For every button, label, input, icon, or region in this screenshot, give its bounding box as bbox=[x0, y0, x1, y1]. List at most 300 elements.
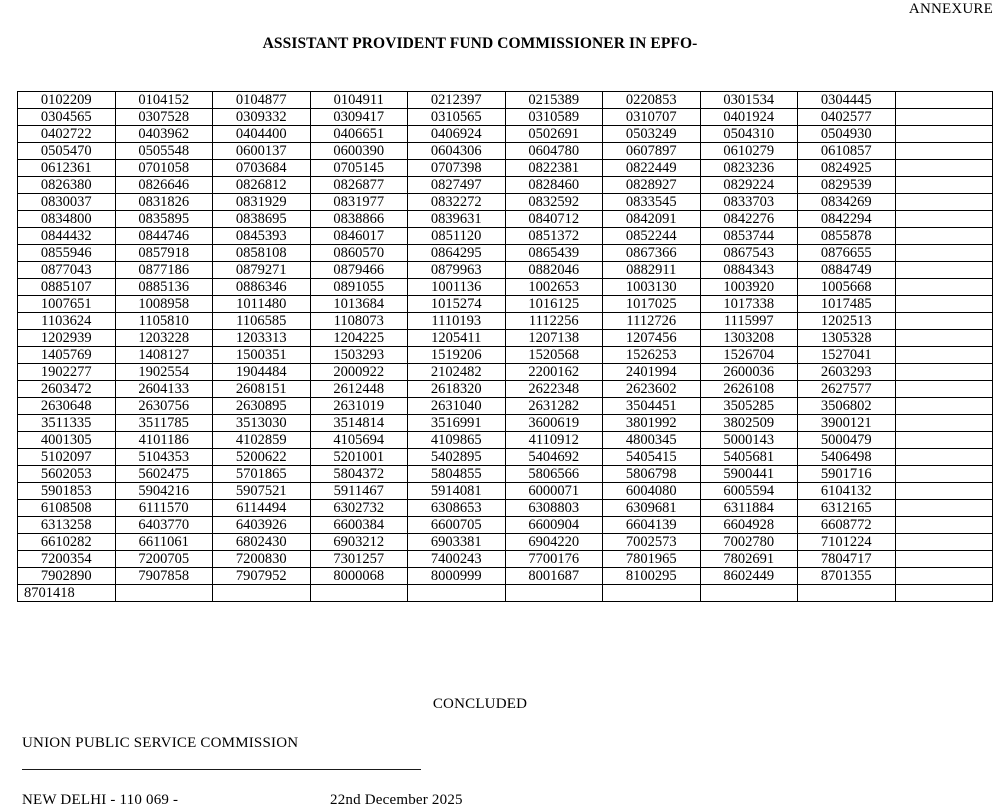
roll-number-cell: 6903381 bbox=[408, 534, 506, 551]
roll-number-cell: 0309332 bbox=[213, 109, 311, 126]
roll-number-cell: 7907858 bbox=[115, 568, 213, 585]
roll-number-cell: 0406924 bbox=[408, 126, 506, 143]
roll-number-cell: 5914081 bbox=[408, 483, 506, 500]
roll-number-cell: 0401924 bbox=[700, 109, 798, 126]
roll-number-cell: 7101224 bbox=[798, 534, 896, 551]
roll-number-cell: 6108508 bbox=[18, 500, 116, 517]
roll-number-cell: 8100295 bbox=[603, 568, 701, 585]
roll-number-cell: 3900121 bbox=[798, 415, 896, 432]
roll-number-cell: 5701865 bbox=[213, 466, 311, 483]
roll-number-cell: 2631019 bbox=[310, 398, 408, 415]
page-title: ASSISTANT PROVIDENT FUND COMMISSIONER IN EPFO- bbox=[262, 35, 698, 52]
roll-number-cell-empty bbox=[115, 585, 213, 602]
roll-number-cell: 3513030 bbox=[213, 415, 311, 432]
roll-number-cell: 1203228 bbox=[115, 330, 213, 347]
roll-number-cell bbox=[895, 194, 993, 211]
roll-number-cell: 0212397 bbox=[408, 92, 506, 109]
roll-number-cell: 4101186 bbox=[115, 432, 213, 449]
roll-number-cell: 0855878 bbox=[798, 228, 896, 245]
roll-number-cell: 1011480 bbox=[213, 296, 311, 313]
roll-number-cell: 3514814 bbox=[310, 415, 408, 432]
roll-number-cell: 0833545 bbox=[603, 194, 701, 211]
roll-number-cell bbox=[895, 500, 993, 517]
footer-place: NEW DELHI - 110 069 - bbox=[22, 792, 179, 808]
roll-number-cell bbox=[895, 228, 993, 245]
roll-number-cell: 0865439 bbox=[505, 245, 603, 262]
roll-number-cell: 0833703 bbox=[700, 194, 798, 211]
roll-number-cell: 4800345 bbox=[603, 432, 701, 449]
roll-number-cell: 0886346 bbox=[213, 279, 311, 296]
table-row bbox=[18, 194, 993, 211]
roll-number-cell: 7700176 bbox=[505, 551, 603, 568]
roll-number-cell: 5900441 bbox=[700, 466, 798, 483]
roll-number-cell: 0701058 bbox=[115, 160, 213, 177]
roll-number-cell: 4109865 bbox=[408, 432, 506, 449]
roll-number-cell: 0104911 bbox=[310, 92, 408, 109]
roll-number-cell bbox=[895, 415, 993, 432]
roll-number-cell: 0406651 bbox=[310, 126, 408, 143]
roll-number-cell: 0307528 bbox=[115, 109, 213, 126]
table-row bbox=[18, 398, 993, 415]
roll-number-cell: 5804372 bbox=[310, 466, 408, 483]
roll-number-cell: 0838866 bbox=[310, 211, 408, 228]
roll-number-cell: 0600137 bbox=[213, 143, 311, 160]
roll-number-cell: 0855946 bbox=[18, 245, 116, 262]
roll-number-cell: 3801992 bbox=[603, 415, 701, 432]
roll-number-cell bbox=[895, 160, 993, 177]
roll-number-cell: 0215389 bbox=[505, 92, 603, 109]
roll-number-cell: 0882046 bbox=[505, 262, 603, 279]
roll-number-cell: 0404400 bbox=[213, 126, 311, 143]
table-row bbox=[18, 177, 993, 194]
roll-number-cell: 0826812 bbox=[213, 177, 311, 194]
roll-number-cell-empty bbox=[213, 585, 311, 602]
table-row bbox=[18, 262, 993, 279]
roll-number-cell: 0867366 bbox=[603, 245, 701, 262]
roll-number-cell bbox=[895, 313, 993, 330]
roll-number-cell: 6904220 bbox=[505, 534, 603, 551]
roll-number-cell: 6313258 bbox=[18, 517, 116, 534]
roll-number-cell: 2401994 bbox=[603, 364, 701, 381]
roll-number-cell: 2630895 bbox=[213, 398, 311, 415]
roll-number-cell: 5907521 bbox=[213, 483, 311, 500]
roll-number-cell: 1112256 bbox=[505, 313, 603, 330]
roll-number-cell: 3506802 bbox=[798, 398, 896, 415]
roll-number-cell bbox=[895, 177, 993, 194]
roll-number-cell: 1108073 bbox=[310, 313, 408, 330]
table-row bbox=[18, 568, 993, 585]
roll-number-cell: 6600705 bbox=[408, 517, 506, 534]
table-row bbox=[18, 517, 993, 534]
roll-number-cell: 0831977 bbox=[310, 194, 408, 211]
roll-number-cell: 3504451 bbox=[603, 398, 701, 415]
roll-number-cell: 1013684 bbox=[310, 296, 408, 313]
roll-number-cell: 6111570 bbox=[115, 500, 213, 517]
roll-number-cell: 6308653 bbox=[408, 500, 506, 517]
roll-number-cell: 0867543 bbox=[700, 245, 798, 262]
roll-number-cell: 0503249 bbox=[603, 126, 701, 143]
roll-number-cell: 5405681 bbox=[700, 449, 798, 466]
roll-number-cell: 2603293 bbox=[798, 364, 896, 381]
roll-number-cell: 1001136 bbox=[408, 279, 506, 296]
roll-number-cell: 7907952 bbox=[213, 568, 311, 585]
roll-number-cell: 2102482 bbox=[408, 364, 506, 381]
roll-number-cell: 1904484 bbox=[213, 364, 311, 381]
roll-number-cell: 1002653 bbox=[505, 279, 603, 296]
roll-number-cell: 0851372 bbox=[505, 228, 603, 245]
roll-number-cell: 5804855 bbox=[408, 466, 506, 483]
roll-number-cell: 1526253 bbox=[603, 347, 701, 364]
table-row bbox=[18, 466, 993, 483]
footer-divider bbox=[22, 769, 421, 770]
roll-number-cell: 1204225 bbox=[310, 330, 408, 347]
roll-number-cell: 7002780 bbox=[700, 534, 798, 551]
roll-number-cell: 5901716 bbox=[798, 466, 896, 483]
roll-number-cell: 6604139 bbox=[603, 517, 701, 534]
roll-number-cell: 0844746 bbox=[115, 228, 213, 245]
roll-number-cell: 0823236 bbox=[700, 160, 798, 177]
roll-number-cell-empty bbox=[603, 585, 701, 602]
roll-number-cell: 0403962 bbox=[115, 126, 213, 143]
roll-number-cell: 6802430 bbox=[213, 534, 311, 551]
roll-number-cell bbox=[895, 432, 993, 449]
roll-number-cell: 5406498 bbox=[798, 449, 896, 466]
roll-number-cell: 1207138 bbox=[505, 330, 603, 347]
roll-number-cell: 1902554 bbox=[115, 364, 213, 381]
roll-number-cell: 5404692 bbox=[505, 449, 603, 466]
table-row bbox=[18, 381, 993, 398]
roll-number-cell: 0600390 bbox=[310, 143, 408, 160]
roll-number-cell: 6600904 bbox=[505, 517, 603, 534]
roll-number-cell: 0104877 bbox=[213, 92, 311, 109]
roll-number-cell: 1902277 bbox=[18, 364, 116, 381]
roll-number-cell: 2600036 bbox=[700, 364, 798, 381]
roll-number-cell: 0834269 bbox=[798, 194, 896, 211]
roll-number-cell: 6114494 bbox=[213, 500, 311, 517]
table-row bbox=[18, 160, 993, 177]
roll-number-cell: 0831929 bbox=[213, 194, 311, 211]
roll-number-cell: 0884343 bbox=[700, 262, 798, 279]
roll-number-cell: 2627577 bbox=[798, 381, 896, 398]
roll-number-cell: 0885136 bbox=[115, 279, 213, 296]
roll-number-cell: 7400243 bbox=[408, 551, 506, 568]
roll-number-cell: 0877186 bbox=[115, 262, 213, 279]
roll-number-cell: 0879963 bbox=[408, 262, 506, 279]
roll-number-cell: 2603472 bbox=[18, 381, 116, 398]
roll-number-cell: 2631040 bbox=[408, 398, 506, 415]
roll-number-cell: 1003920 bbox=[700, 279, 798, 296]
roll-number-cell-empty bbox=[700, 585, 798, 602]
roll-number-cell: 0864295 bbox=[408, 245, 506, 262]
roll-number-cell: 6308803 bbox=[505, 500, 603, 517]
roll-number-cell bbox=[895, 143, 993, 160]
roll-number-cell bbox=[895, 534, 993, 551]
roll-number-cell: 0610279 bbox=[700, 143, 798, 160]
roll-number-cell: 5201001 bbox=[310, 449, 408, 466]
roll-number-cell: 6302732 bbox=[310, 500, 408, 517]
roll-number-cell: 0610857 bbox=[798, 143, 896, 160]
roll-number-cell: 6608772 bbox=[798, 517, 896, 534]
roll-number-cell: 6403926 bbox=[213, 517, 311, 534]
roll-number-cell: 1503293 bbox=[310, 347, 408, 364]
roll-number-cell: 0842276 bbox=[700, 211, 798, 228]
roll-number-cell: 5602475 bbox=[115, 466, 213, 483]
roll-number-cell: 8602449 bbox=[700, 568, 798, 585]
roll-number-cell: 5402895 bbox=[408, 449, 506, 466]
roll-number-cell bbox=[895, 262, 993, 279]
roll-number-cell bbox=[895, 109, 993, 126]
table-row bbox=[18, 483, 993, 500]
roll-number-cell: 6004080 bbox=[603, 483, 701, 500]
roll-number-cell bbox=[895, 126, 993, 143]
roll-number-cell: 0402577 bbox=[798, 109, 896, 126]
roll-number-cell: 0826877 bbox=[310, 177, 408, 194]
roll-number-cell: 6005594 bbox=[700, 483, 798, 500]
roll-number-cell: 2630756 bbox=[115, 398, 213, 415]
roll-number-cell: 1017485 bbox=[798, 296, 896, 313]
roll-number-cell: 8701418 bbox=[18, 585, 116, 602]
roll-number-cell: 6903212 bbox=[310, 534, 408, 551]
roll-number-cell: 4102859 bbox=[213, 432, 311, 449]
roll-number-cell: 2618320 bbox=[408, 381, 506, 398]
roll-number-cell: 1007651 bbox=[18, 296, 116, 313]
roll-number-cell: 0852244 bbox=[603, 228, 701, 245]
table-row bbox=[18, 211, 993, 228]
roll-number-cell-empty bbox=[310, 585, 408, 602]
roll-number-cell: 0607897 bbox=[603, 143, 701, 160]
roll-number-cell: 1017025 bbox=[603, 296, 701, 313]
roll-number-cell: 3511335 bbox=[18, 415, 116, 432]
roll-number-cell bbox=[895, 296, 993, 313]
roll-number-cell: 1016125 bbox=[505, 296, 603, 313]
roll-number-cell: 0838695 bbox=[213, 211, 311, 228]
roll-number-cell: 5904216 bbox=[115, 483, 213, 500]
roll-number-cell: 2631282 bbox=[505, 398, 603, 415]
roll-number-cell: 0860570 bbox=[310, 245, 408, 262]
table-row bbox=[18, 143, 993, 160]
roll-number-cell: 0877043 bbox=[18, 262, 116, 279]
roll-number-cell: 0705145 bbox=[310, 160, 408, 177]
roll-number-cell: 0842294 bbox=[798, 211, 896, 228]
roll-number-cell: 0505470 bbox=[18, 143, 116, 160]
roll-number-cell: 0505548 bbox=[115, 143, 213, 160]
roll-number-cell: 0851120 bbox=[408, 228, 506, 245]
roll-number-cell: 5901853 bbox=[18, 483, 116, 500]
roll-number-cell bbox=[895, 466, 993, 483]
roll-number-cell: 1405769 bbox=[18, 347, 116, 364]
roll-number-cell: 1526704 bbox=[700, 347, 798, 364]
roll-number-cell: 0828460 bbox=[505, 177, 603, 194]
roll-number-cell: 7301257 bbox=[310, 551, 408, 568]
roll-number-cell: 0830037 bbox=[18, 194, 116, 211]
roll-number-cell: 0220853 bbox=[603, 92, 701, 109]
roll-number-cell: 0828927 bbox=[603, 177, 701, 194]
roll-number-cell: 5104353 bbox=[115, 449, 213, 466]
roll-number-cell: 6403770 bbox=[115, 517, 213, 534]
roll-number-cell: 1003130 bbox=[603, 279, 701, 296]
roll-number-cell: 6104132 bbox=[798, 483, 896, 500]
annexure-label: ANNEXURE bbox=[908, 1, 993, 17]
roll-number-cell: 0402722 bbox=[18, 126, 116, 143]
table-row bbox=[18, 126, 993, 143]
roll-number-cell: 6000071 bbox=[505, 483, 603, 500]
roll-number-cell: 1008958 bbox=[115, 296, 213, 313]
roll-number-cell: 1017338 bbox=[700, 296, 798, 313]
table-row bbox=[18, 245, 993, 262]
roll-number-cell: 0884749 bbox=[798, 262, 896, 279]
roll-number-cell: 2626108 bbox=[700, 381, 798, 398]
roll-number-cell: 6600384 bbox=[310, 517, 408, 534]
table-row bbox=[18, 364, 993, 381]
roll-number-cell: 0840712 bbox=[505, 211, 603, 228]
roll-number-cell bbox=[895, 330, 993, 347]
table-row bbox=[18, 534, 993, 551]
roll-number-cell: 0882911 bbox=[603, 262, 701, 279]
roll-number-cell: 7200830 bbox=[213, 551, 311, 568]
roll-number-cell: 5000143 bbox=[700, 432, 798, 449]
roll-number-cell: 0604306 bbox=[408, 143, 506, 160]
roll-number-cell: 0304565 bbox=[18, 109, 116, 126]
roll-number-cell bbox=[895, 92, 993, 109]
roll-number-cell: 0846017 bbox=[310, 228, 408, 245]
roll-number-cell: 2604133 bbox=[115, 381, 213, 398]
roll-number-cell: 1005668 bbox=[798, 279, 896, 296]
roll-number-cell: 5102097 bbox=[18, 449, 116, 466]
table-row bbox=[18, 228, 993, 245]
roll-number-cell: 4110912 bbox=[505, 432, 603, 449]
roll-number-cell: 0845393 bbox=[213, 228, 311, 245]
roll-number-cell: 0832272 bbox=[408, 194, 506, 211]
roll-number-cell: 0612361 bbox=[18, 160, 116, 177]
roll-number-cell bbox=[895, 483, 993, 500]
roll-number-cell: 2200162 bbox=[505, 364, 603, 381]
roll-number-cell: 6311884 bbox=[700, 500, 798, 517]
roll-number-cell: 5911467 bbox=[310, 483, 408, 500]
roll-number-cell: 0826646 bbox=[115, 177, 213, 194]
roll-number-cell: 1103624 bbox=[18, 313, 116, 330]
roll-number-cell: 2622348 bbox=[505, 381, 603, 398]
roll-number-cell: 1527041 bbox=[798, 347, 896, 364]
roll-number-cell: 0707398 bbox=[408, 160, 506, 177]
table-row bbox=[18, 296, 993, 313]
roll-number-cell: 0104152 bbox=[115, 92, 213, 109]
table-row bbox=[18, 347, 993, 364]
roll-number-cell: 0504930 bbox=[798, 126, 896, 143]
roll-number-cell bbox=[895, 568, 993, 585]
roll-number-cell: 1408127 bbox=[115, 347, 213, 364]
concluded-label: CONCLUDED bbox=[432, 696, 528, 712]
table-row bbox=[18, 313, 993, 330]
roll-number-cell: 0835895 bbox=[115, 211, 213, 228]
roll-number-cell: 0857918 bbox=[115, 245, 213, 262]
roll-number-cell: 0858108 bbox=[213, 245, 311, 262]
roll-number-cell: 2623602 bbox=[603, 381, 701, 398]
roll-number-cell: 1106585 bbox=[213, 313, 311, 330]
roll-number-cell: 0304445 bbox=[798, 92, 896, 109]
roll-number-cell: 6312165 bbox=[798, 500, 896, 517]
roll-number-cell: 0826380 bbox=[18, 177, 116, 194]
roll-number-cell: 5200622 bbox=[213, 449, 311, 466]
roll-number-cell: 3802509 bbox=[700, 415, 798, 432]
roll-number-cell: 0703684 bbox=[213, 160, 311, 177]
roll-number-cell: 0829224 bbox=[700, 177, 798, 194]
roll-number-cell bbox=[895, 517, 993, 534]
table-row bbox=[18, 415, 993, 432]
roll-number-cell: 0876655 bbox=[798, 245, 896, 262]
roll-number-cell: 1303208 bbox=[700, 330, 798, 347]
roll-number-cell: 5000479 bbox=[798, 432, 896, 449]
roll-number-cell: 6611061 bbox=[115, 534, 213, 551]
roll-number-cell: 1015274 bbox=[408, 296, 506, 313]
table-row bbox=[18, 551, 993, 568]
roll-number-cell: 0310707 bbox=[603, 109, 701, 126]
roll-number-cell: 7804717 bbox=[798, 551, 896, 568]
roll-number-cell bbox=[895, 245, 993, 262]
roll-number-cell: 1519206 bbox=[408, 347, 506, 364]
roll-number-cell: 2612448 bbox=[310, 381, 408, 398]
roll-number-cell: 3516991 bbox=[408, 415, 506, 432]
roll-number-cell: 7200354 bbox=[18, 551, 116, 568]
roll-number-cell-empty bbox=[505, 585, 603, 602]
roll-number-cell: 0831826 bbox=[115, 194, 213, 211]
roll-number-cell: 6309681 bbox=[603, 500, 701, 517]
roll-number-cell: 1203313 bbox=[213, 330, 311, 347]
roll-number-cell: 1105810 bbox=[115, 313, 213, 330]
roll-number-cell: 1202513 bbox=[798, 313, 896, 330]
roll-number-cell: 0301534 bbox=[700, 92, 798, 109]
roll-number-cell: 7802691 bbox=[700, 551, 798, 568]
roll-number-cell: 0102209 bbox=[18, 92, 116, 109]
footer-date: 22nd December 2025 bbox=[330, 792, 463, 808]
roll-number-cell: 0824925 bbox=[798, 160, 896, 177]
roll-number-cell bbox=[895, 364, 993, 381]
roll-number-cell: 0822381 bbox=[505, 160, 603, 177]
roll-number-cell: 0839631 bbox=[408, 211, 506, 228]
table-row bbox=[18, 279, 993, 296]
roll-number-cell: 6604928 bbox=[700, 517, 798, 534]
roll-number-cell: 5602053 bbox=[18, 466, 116, 483]
roll-number-cell: 0885107 bbox=[18, 279, 116, 296]
roll-number-cell: 0502691 bbox=[505, 126, 603, 143]
roll-number-table-body bbox=[18, 92, 993, 602]
roll-number-cell: 8001687 bbox=[505, 568, 603, 585]
roll-number-cell: 7801965 bbox=[603, 551, 701, 568]
roll-number-cell: 4001305 bbox=[18, 432, 116, 449]
roll-number-cell: 1207456 bbox=[603, 330, 701, 347]
roll-number-cell-empty bbox=[798, 585, 896, 602]
roll-number-cell bbox=[895, 279, 993, 296]
roll-number-cell: 8701355 bbox=[798, 568, 896, 585]
roll-number-cell: 0604780 bbox=[505, 143, 603, 160]
roll-number-cell: 0822449 bbox=[603, 160, 701, 177]
roll-number-cell-empty bbox=[895, 585, 993, 602]
roll-number-cell: 0879466 bbox=[310, 262, 408, 279]
roll-number-cell: 5806798 bbox=[603, 466, 701, 483]
roll-number-cell: 0853744 bbox=[700, 228, 798, 245]
roll-number-cell: 0310589 bbox=[505, 109, 603, 126]
roll-number-table bbox=[17, 91, 993, 602]
table-row-final bbox=[18, 585, 993, 602]
table-row bbox=[18, 500, 993, 517]
roll-number-cell: 3600619 bbox=[505, 415, 603, 432]
roll-number-cell: 7200705 bbox=[115, 551, 213, 568]
roll-number-cell: 0309417 bbox=[310, 109, 408, 126]
roll-number-cell: 8000999 bbox=[408, 568, 506, 585]
roll-number-cell: 1112726 bbox=[603, 313, 701, 330]
roll-number-cell: 0310565 bbox=[408, 109, 506, 126]
roll-number-cell: 2000922 bbox=[310, 364, 408, 381]
table-row bbox=[18, 449, 993, 466]
